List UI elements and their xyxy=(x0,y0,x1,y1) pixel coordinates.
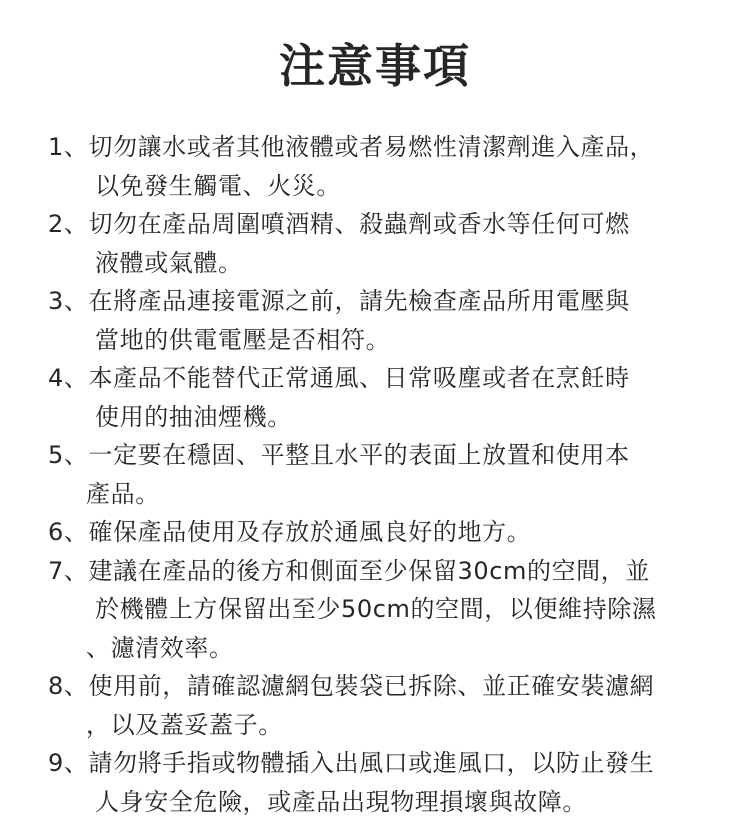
notice-line: 液體或氣體。 xyxy=(48,244,718,283)
notice-item-3 xyxy=(48,282,718,359)
notice-line: 使用的抽油煙機。 xyxy=(48,398,718,437)
notice-line: 以免發生觸電、火災。 xyxy=(48,167,718,206)
notice-line: ，以及蓋妥蓋子。 xyxy=(48,706,718,745)
notice-line: 4、本產品不能替代正常通風、日常吸塵或者在烹飪時 xyxy=(48,359,718,398)
notice-item-6 xyxy=(48,513,718,552)
notice-line: 9、請勿將手指或物體插入出風口或進風口，以防止發生 xyxy=(48,744,718,783)
notice-list xyxy=(48,128,718,821)
notice-line: 、濾清效率。 xyxy=(48,629,718,668)
notice-line: 3、在將產品連接電源之前，請先檢查產品所用電壓與 xyxy=(48,282,718,321)
notice-item-1 xyxy=(48,128,718,205)
notice-item-9 xyxy=(48,744,718,821)
notice-line: 人身安全危險，或產品出現物理損壞與故障。 xyxy=(48,783,718,821)
notice-line: 於機體上方保留出至少50cm的空間，以便維持除濕 xyxy=(48,590,718,629)
page-title: 注意事項 xyxy=(0,36,750,96)
notice-line: 產品。 xyxy=(48,475,718,514)
notice-item-5 xyxy=(48,436,718,513)
notice-line: 8、使用前，請確認濾網包裝袋已拆除、並正確安裝濾網 xyxy=(48,667,718,706)
notice-line: 6、確保產品使用及存放於通風良好的地方。 xyxy=(48,513,718,552)
notice-item-8 xyxy=(48,667,718,744)
notice-line: 1、切勿讓水或者其他液體或者易燃性清潔劑進入產品， xyxy=(48,128,718,167)
notice-line: 當地的供電電壓是否相符。 xyxy=(48,321,718,360)
notice-line: 2、切勿在產品周圍噴酒精、殺蟲劑或香水等任何可燃 xyxy=(48,205,718,244)
notice-line: 7、建議在產品的後方和側面至少保留30cm的空間，並 xyxy=(48,552,718,591)
notice-item-7 xyxy=(48,552,718,668)
notice-item-4 xyxy=(48,359,718,436)
notice-line: 5、一定要在穩固、平整且水平的表面上放置和使用本 xyxy=(48,436,718,475)
notice-item-2 xyxy=(48,205,718,282)
